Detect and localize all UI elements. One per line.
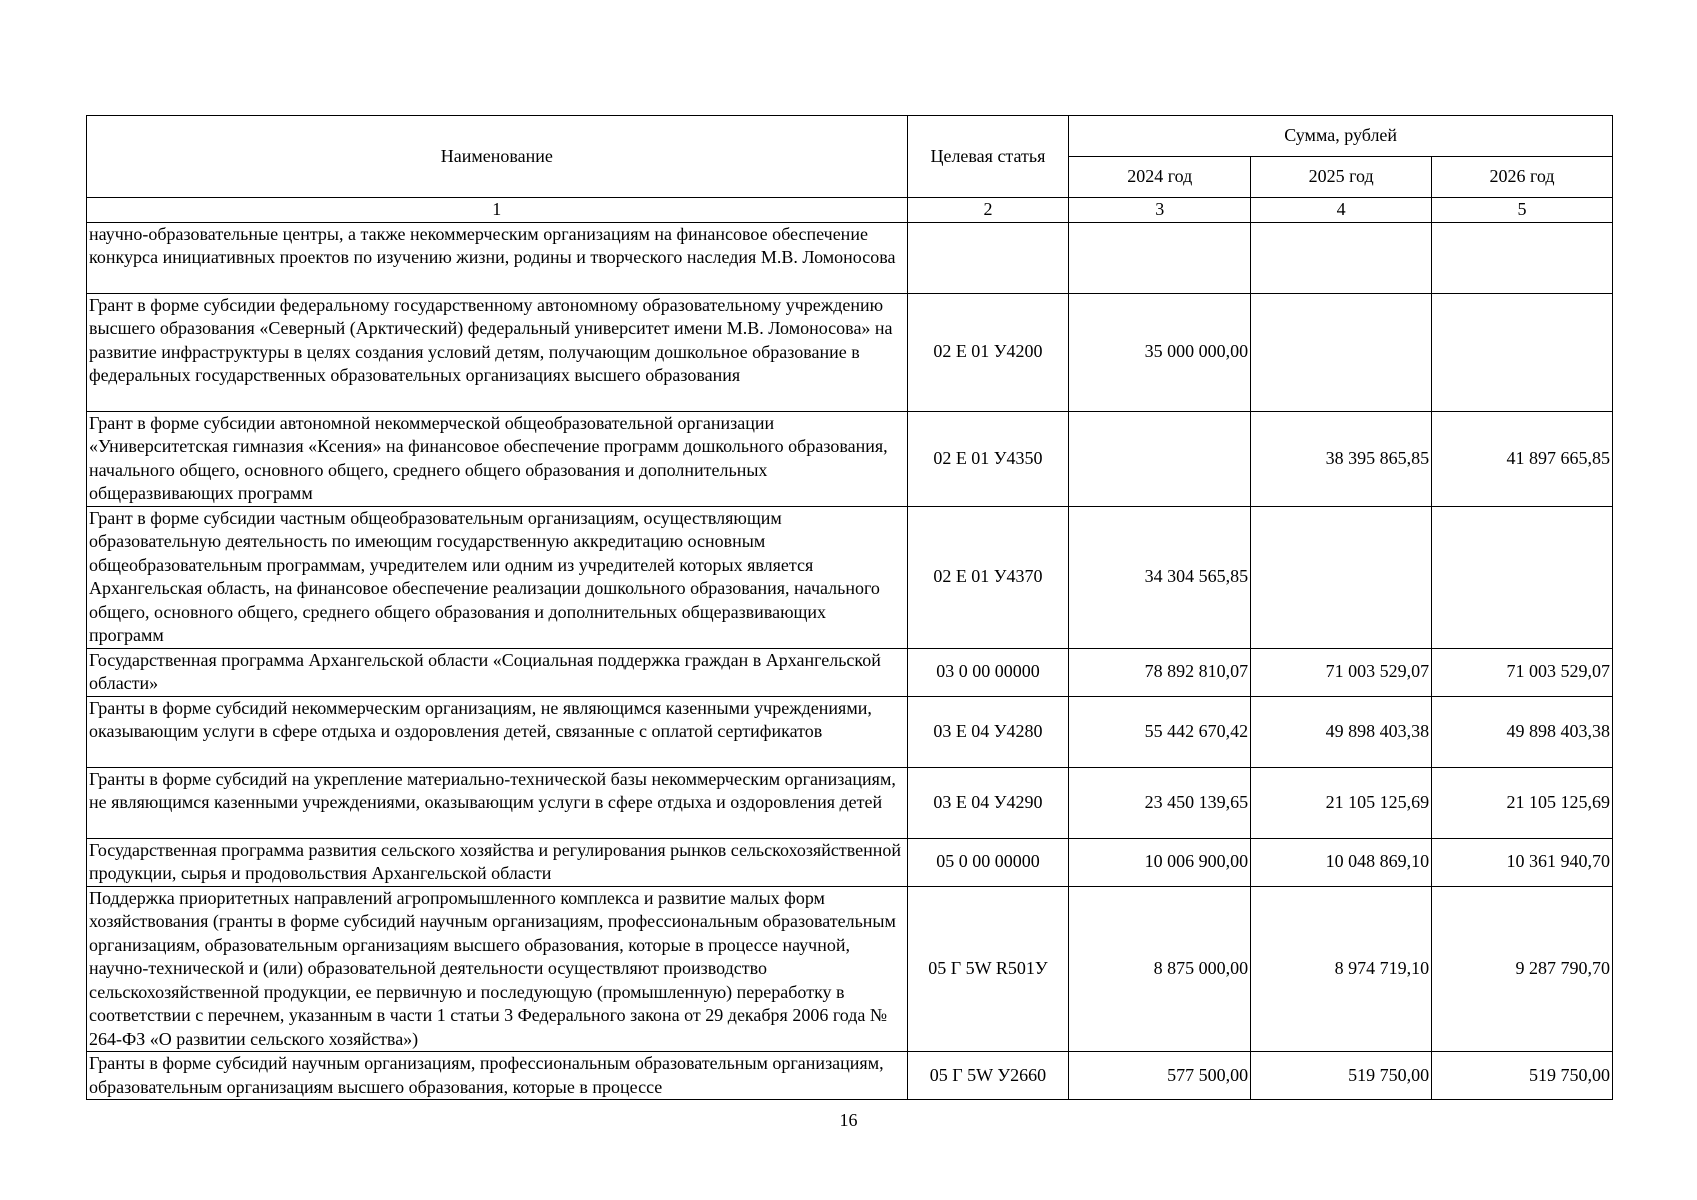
row-amount-2025: 8 974 719,10 — [1251, 886, 1432, 1052]
row-amount-2024: 35 000 000,00 — [1069, 293, 1251, 411]
row-amount-2025: 21 105 125,69 — [1251, 767, 1432, 838]
table-row — [87, 222, 1613, 293]
row-code: 03 Е 04 У4280 — [907, 696, 1069, 767]
table-row — [87, 886, 1613, 1052]
header-year-2026: 2026 год — [1432, 157, 1613, 198]
row-amount-2026: 41 897 665,85 — [1432, 411, 1613, 506]
header-sum: Сумма, рублей — [1069, 116, 1613, 157]
row-amount-2026: 519 750,00 — [1432, 1052, 1613, 1100]
row-name: Поддержка приоритетных направлений агропромышленного комплекса и развитие малых форм хозяйствования (гранты в форме субсидий научным организациям, профессиональным образовательным организациям, образовательным организациям высшего образования, которые в процессе научной, научно-технической и (или) образовательной деятельности осуществляют производство сельскохозяйственной продукции, ее первичную и последующую (промышленную) переработку в соответствии с перечнем, указанным в части 1 статьи 3 Федерального закона от 29 декабря 2006 года № 264-ФЗ «О развитии сельского хозяйства») — [87, 886, 908, 1052]
column-number: 5 — [1432, 198, 1613, 223]
header-year-2025: 2025 год — [1251, 157, 1432, 198]
header-year-2024: 2024 год — [1069, 157, 1251, 198]
row-name: Грант в форме субсидии федеральному государственному автономному образовательному учреждению высшего образования «Северный (Арктический) федеральный университет имени М.В. Ломоносова» на развитие инфраструктуры в целях создания условий детям, получающим дошкольное образование в федеральных государственных образовательных организациях высшего образования — [87, 293, 908, 411]
table-row — [87, 838, 1613, 886]
table-row — [87, 293, 1613, 411]
row-name: Государственная программа развития сельского хозяйства и регулирования рынков сельскохозяйственной продукции, сырья и продовольствия Архангельской области — [87, 838, 908, 886]
table-row — [87, 696, 1613, 767]
table-row — [87, 1052, 1613, 1100]
row-name: Гранты в форме субсидий некоммерческим организациям, не являющимся казенными учреждениями, оказывающим услуги в сфере отдыха и оздоровления детей, связанные с оплатой сертификатов — [87, 696, 908, 767]
row-code: 05 Г 5W У2660 — [907, 1052, 1069, 1100]
header-name: Наименование — [87, 116, 908, 198]
row-amount-2026: 49 898 403,38 — [1432, 696, 1613, 767]
row-code: 02 Е 01 У4370 — [907, 506, 1069, 648]
row-name: Грант в форме субсидии частным общеобразовательным организациям, осуществляющим образовательную деятельность по имеющим государственную аккредитацию основным общеобразовательным программам, учредителем или одним из учредителей которых является Архангельская область, на финансовое обеспечение реализации дошкольного образования, начального общего, основного общего, среднего общего образования и дополнительных общеразвивающих программ — [87, 506, 908, 648]
table-row — [87, 648, 1613, 696]
column-number: 3 — [1069, 198, 1251, 223]
column-number: 2 — [907, 198, 1069, 223]
row-amount-2025: 10 048 869,10 — [1251, 838, 1432, 886]
row-amount-2025 — [1251, 506, 1432, 648]
row-code: 05 Г 5W R501У — [907, 886, 1069, 1052]
budget-table — [86, 115, 1613, 1100]
row-amount-2024: 34 304 565,85 — [1069, 506, 1251, 648]
row-name: научно-образовательные центры, а также некоммерческим организациям на финансовое обеспечение конкурса инициативных проектов по изучению жизни, родины и творческого наследия М.В. Ломоносова — [87, 222, 908, 293]
row-amount-2026: 9 287 790,70 — [1432, 886, 1613, 1052]
row-amount-2024 — [1069, 411, 1251, 506]
row-amount-2026 — [1432, 222, 1613, 293]
row-code: 02 Е 01 У4350 — [907, 411, 1069, 506]
table-row — [87, 506, 1613, 648]
row-amount-2024: 10 006 900,00 — [1069, 838, 1251, 886]
page-number: 16 — [839, 1110, 858, 1130]
row-amount-2025 — [1251, 222, 1432, 293]
table-row — [87, 767, 1613, 838]
row-amount-2024: 55 442 670,42 — [1069, 696, 1251, 767]
row-amount-2024: 8 875 000,00 — [1069, 886, 1251, 1052]
row-name: Грант в форме субсидии автономной некоммерческой общеобразовательной организации «Университетская гимназия «Ксения» на финансовое обеспечение программ дошкольного образования, начального общего, основного общего, среднего общего образования и дополнительных общеразвивающих программ — [87, 411, 908, 506]
row-code: 03 0 00 00000 — [907, 648, 1069, 696]
row-name: Гранты в форме субсидий на укрепление материально-технической базы некоммерческим организациям, не являющимся казенными учреждениями, оказывающим услуги в сфере отдыха и оздоровления детей — [87, 767, 908, 838]
row-amount-2024: 577 500,00 — [1069, 1052, 1251, 1100]
table-row — [87, 411, 1613, 506]
row-amount-2026 — [1432, 293, 1613, 411]
row-code: 02 Е 01 У4200 — [907, 293, 1069, 411]
table-body — [87, 222, 1613, 1100]
column-number-row — [87, 198, 1613, 223]
row-amount-2024: 78 892 810,07 — [1069, 648, 1251, 696]
row-amount-2025: 38 395 865,85 — [1251, 411, 1432, 506]
header-code: Целевая статья — [907, 116, 1069, 198]
table-header — [87, 116, 1613, 223]
row-amount-2026 — [1432, 506, 1613, 648]
row-amount-2026: 71 003 529,07 — [1432, 648, 1613, 696]
row-code: 05 0 00 00000 — [907, 838, 1069, 886]
row-amount-2025: 49 898 403,38 — [1251, 696, 1432, 767]
row-amount-2024: 23 450 139,65 — [1069, 767, 1251, 838]
row-amount-2026: 10 361 940,70 — [1432, 838, 1613, 886]
column-number: 1 — [87, 198, 908, 223]
row-amount-2025: 71 003 529,07 — [1251, 648, 1432, 696]
row-code: 03 Е 04 У4290 — [907, 767, 1069, 838]
row-name: Гранты в форме субсидий научным организациям, профессиональным образовательным организациям, образовательным организациям высшего образования, которые в процессе — [87, 1052, 908, 1100]
row-amount-2026: 21 105 125,69 — [1432, 767, 1613, 838]
row-amount-2025 — [1251, 293, 1432, 411]
row-amount-2024 — [1069, 222, 1251, 293]
row-amount-2025: 519 750,00 — [1251, 1052, 1432, 1100]
row-name: Государственная программа Архангельской области «Социальная поддержка граждан в Архангельской области» — [87, 648, 908, 696]
column-number: 4 — [1251, 198, 1432, 223]
row-code — [907, 222, 1069, 293]
